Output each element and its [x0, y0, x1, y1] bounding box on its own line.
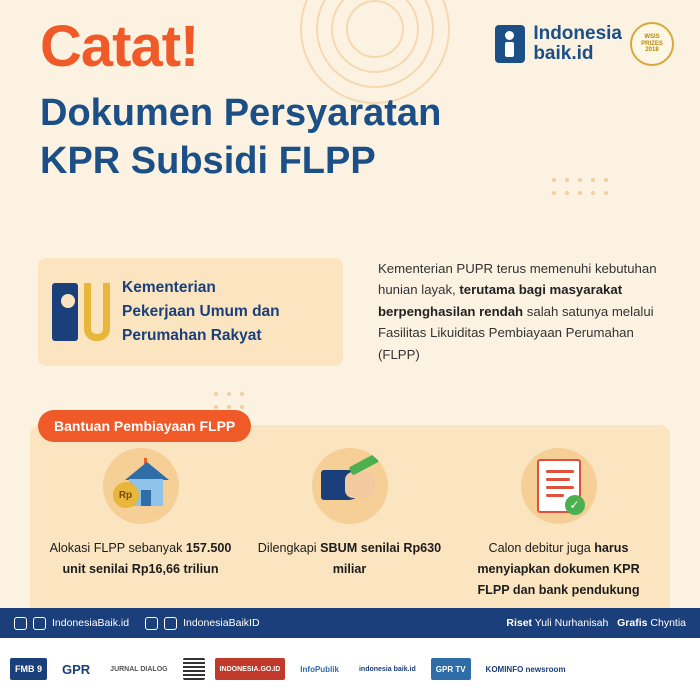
decorative-dots-mid	[214, 392, 244, 409]
headline-eyebrow: Catat!	[40, 14, 199, 79]
intro-bold: terutama bagi masyarakat berpenghasilan rendah	[378, 282, 623, 319]
social-handle-1: IndonesiaBaik.id	[52, 617, 130, 629]
intro-paragraph	[378, 258, 668, 365]
ministry-line3: Perumahan Rakyat	[122, 327, 262, 344]
qr-code	[183, 658, 205, 680]
wsis-award-badge	[630, 22, 674, 66]
indonesiabaik-logo: indonesia baik.id	[358, 665, 416, 673]
flpp-card	[454, 448, 663, 600]
award-line3: 2018	[645, 47, 659, 54]
page-title-line2: KPR Subsidi FLPP	[40, 139, 376, 182]
brand-name-line1: Indonesia	[533, 23, 622, 45]
credit-grafis-label: Grafis	[617, 617, 648, 629]
flpp-section-tag: Bantuan Pembiayaan FLPP	[38, 410, 251, 442]
social-handle-2: IndonesiaBaikID	[183, 617, 260, 629]
page-title-line1: Dokumen Persyaratan	[40, 92, 442, 134]
flpp-card-text	[245, 538, 454, 580]
brand-name-line2: baik.id	[533, 43, 594, 64]
intro-part2: salah satunya melalui Fasilitas Likuiditas Pembiayaan Perumahan (FLPP)	[378, 303, 654, 362]
ministry-name	[122, 276, 280, 348]
brand-name	[533, 24, 622, 64]
flpp-card	[245, 448, 454, 600]
social-twitter[interactable]	[145, 617, 259, 630]
card-text-part1: Alokasi FLPP sebanyak	[49, 541, 186, 555]
jurnal-dialog-logo: JURNAL DIALOG	[110, 665, 168, 673]
ministry-line2: Pekerjaan Umum dan	[122, 302, 280, 320]
card-text-bold: harus menyiapkan dokumen KPR FLPP dan bank pendukung	[477, 541, 640, 597]
card-text-bold: SBUM senilai Rp630 miliar	[320, 541, 442, 576]
facebook-icon	[33, 617, 46, 630]
intro-part1: Kementerian PUPR terus memenuhi kebutuhan hunian layak,	[378, 261, 657, 298]
coin-label: Rp	[113, 482, 139, 508]
ministry-card	[38, 258, 343, 366]
card-text-part1: Dilengkapi	[257, 541, 321, 555]
instagram-icon	[14, 617, 27, 630]
gpr-tv-logo: GPR TV	[431, 658, 471, 680]
decorative-dots-right	[552, 178, 608, 195]
partner-logo-strip	[0, 638, 700, 700]
credit-riset-label: Riset	[506, 617, 533, 629]
page-title	[40, 90, 660, 185]
credit-riset-name: Yuli Nurhanisah	[534, 617, 609, 629]
credit-grafis-name: Chyntia	[650, 617, 686, 629]
twitter-icon	[145, 617, 158, 630]
document-checked-icon	[521, 448, 597, 524]
card-text-part1: Calon debitur juga	[488, 541, 595, 555]
gpr-logo: GPR	[62, 661, 91, 677]
brand-logo	[495, 22, 674, 66]
kominfo-newsroom-logo: KOMINFO newsroom	[485, 664, 566, 674]
infopublik-logo: InfoPublik	[300, 664, 339, 674]
flpp-card	[36, 448, 245, 600]
flpp-card-text	[36, 538, 245, 580]
indonesia-go-id-logo: INDONESIA.GO.ID	[215, 658, 286, 680]
hand-holding-pen-icon	[312, 448, 388, 524]
footer-bar	[0, 608, 700, 638]
ministry-line1: Kementerian	[122, 278, 216, 296]
award-line2: PRIZES	[641, 40, 663, 47]
card-text-bold: 157.500 unit senilai Rp16,66 triliun	[62, 541, 232, 576]
social-instagram[interactable]	[14, 617, 129, 630]
flpp-cards	[36, 448, 664, 600]
indonesiabaik-mark-icon	[495, 25, 525, 63]
pupr-logo-icon	[52, 283, 110, 341]
credits	[506, 617, 686, 629]
flpp-card-text	[454, 538, 663, 600]
house-with-coin-icon	[103, 448, 179, 524]
fmb9-logo: FMB 9	[10, 658, 47, 680]
youtube-icon	[164, 617, 177, 630]
check-badge-icon: ✓	[565, 495, 585, 515]
award-line1: WSIS	[644, 34, 660, 41]
